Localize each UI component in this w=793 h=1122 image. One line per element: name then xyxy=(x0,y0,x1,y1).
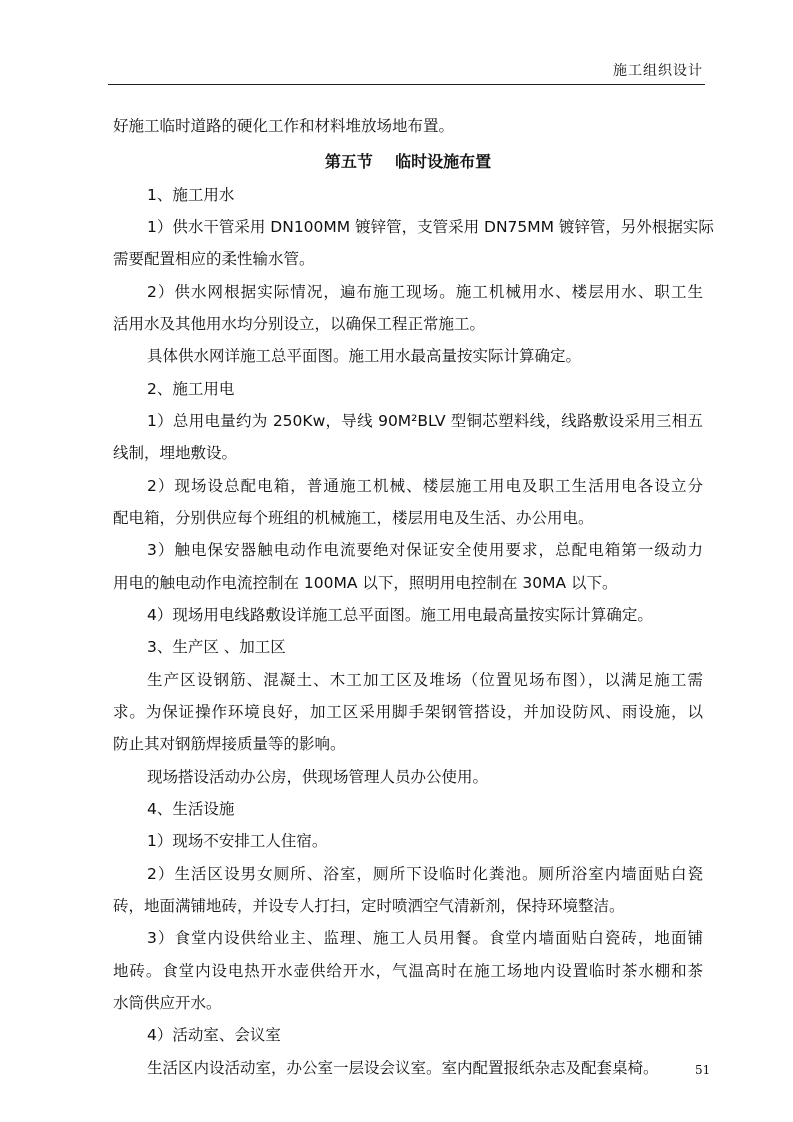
paragraph-line: 砖，地面满铺地砖，并设专人打扫，定时喷洒空气清新剂，保持环境整洁。 xyxy=(113,897,625,915)
paragraph-line: 水筒供应开水。 xyxy=(113,994,222,1012)
paragraph-line: 好施工临时道路的硬化工作和材料堆放场地布置。 xyxy=(113,117,455,135)
paragraph-line: 地砖。食堂内设电热开水壶供给开水，气温高时在施工场地内设置临时茶水棚和茶 xyxy=(113,962,703,980)
page-header xyxy=(0,0,793,85)
paragraph-line: 现场搭设活动办公房，供现场管理人员办公使用。 xyxy=(147,768,489,786)
paragraph-line: 4）现场用电线路敷设详施工总平面图。施工用电最高量按实际计算确定。 xyxy=(147,606,653,624)
paragraph-line: 1）现场不安排工人住宿。 xyxy=(147,832,328,850)
paragraph-line: 2）供水网根据实际情况，遍布施工现场。施工机械用水、楼层用水、职工生 xyxy=(147,283,703,301)
paragraph-line: 1）总用电量约为 250Kw，导线 90M²BLV 型铜芯塑料线，线路敷设采用三相五 xyxy=(147,412,703,430)
paragraph-line: 防止其对钢筋焊接质量等的影响。 xyxy=(113,735,346,753)
subheading: 1、施工用水 xyxy=(147,186,235,204)
paragraph-line: 活用水及其他用水均分别设立，以确保工程正常施工。 xyxy=(113,315,486,333)
paragraph-line: 具体供水网详施工总平面图。施工用水最高量按实际计算确定。 xyxy=(147,347,582,365)
paragraph-line: 配电箱，分别供应每个班组的机械施工，楼层用电及生活、办公用电。 xyxy=(113,509,594,527)
section-title: 第五节 临时设施布置 xyxy=(324,152,492,171)
paragraph-line: 用电的触电动作电流控制在 100MA 以下，照明用电控制在 30MA 以下。 xyxy=(113,574,618,592)
paragraph-line: 2）现场设总配电箱，普通施工机械、楼层施工用电及职工生活用电各设立分 xyxy=(147,477,703,495)
paragraph-line: 求。为保证操作环境良好，加工区采用脚手架钢管搭设，并加设防风、雨设施，以 xyxy=(113,703,703,721)
header-divider xyxy=(108,84,705,85)
subheading: 4）活动室、会议室 xyxy=(147,1026,281,1044)
paragraph-line: 3）食堂内设供给业主、监理、施工人员用餐。食堂内墙面贴白瓷砖，地面铺 xyxy=(147,929,703,947)
subheading: 4、生活设施 xyxy=(147,800,235,818)
header-title: 施工组织设计 xyxy=(613,63,703,79)
paragraph-line: 3）触电保安器触电动作电流要绝对保证安全使用要求，总配电箱第一级动力 xyxy=(147,541,703,559)
paragraph-line: 生活区内设活动室，办公室一层设会议室。室内配置报纸杂志及配套桌椅。 xyxy=(147,1059,659,1077)
page-number: 51 xyxy=(695,1063,711,1077)
paragraph-line: 2）生活区设男女厕所、浴室，厕所下设临时化粪池。厕所浴室内墙面贴白瓷 xyxy=(147,865,703,883)
subheading: 2、施工用电 xyxy=(147,380,235,398)
subheading: 3、生产区 、加工区 xyxy=(147,638,286,656)
paragraph-line: 线制，埋地敷设。 xyxy=(113,444,238,462)
paragraph-line: 需要配置相应的柔性输水管。 xyxy=(113,250,315,268)
paragraph-line: 1）供水干管采用 DN100MM 镀锌管，支管采用 DN75MM 镀锌管，另外根据实际 xyxy=(147,218,714,236)
paragraph-line: 生产区设钢筋、混凝土、木工加工区及堆场（位置见场布图），以满足施工需 xyxy=(147,671,703,689)
